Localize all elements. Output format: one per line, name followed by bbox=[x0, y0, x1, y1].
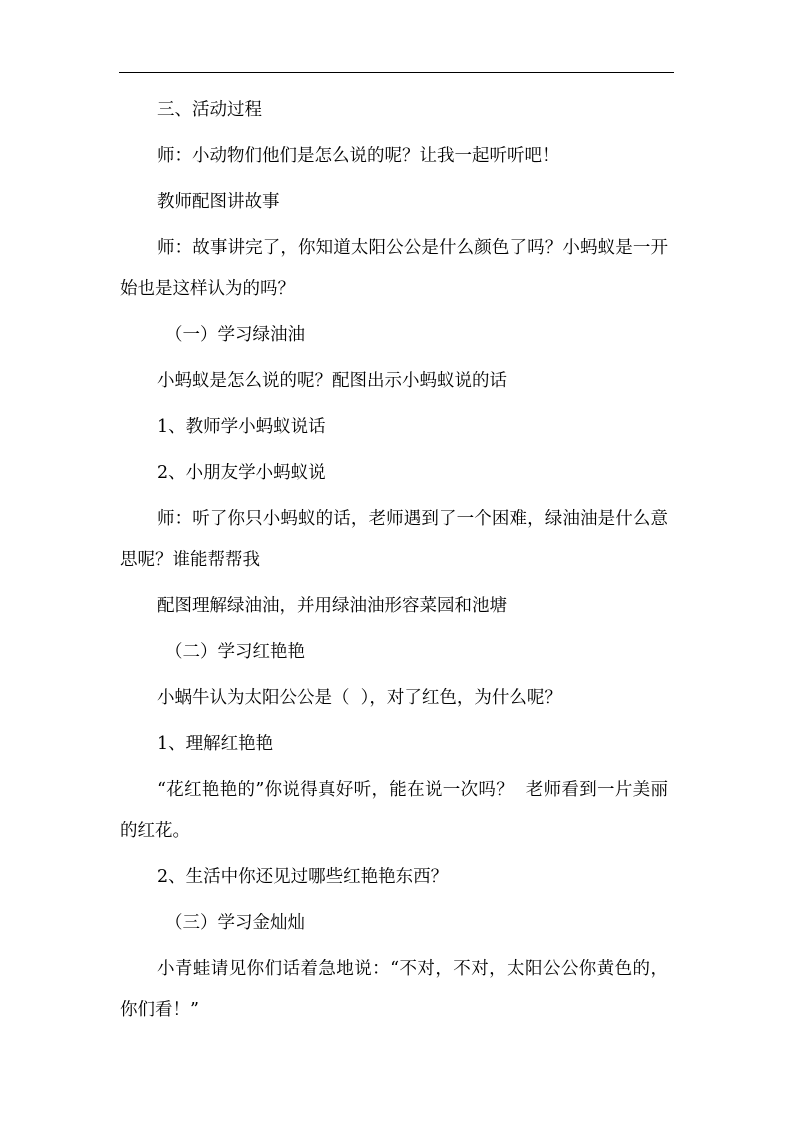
paragraph: 小蜗牛认为太阳公公是（ ），对了红色，为什么呢？ bbox=[157, 688, 562, 708]
list-item: 1、教师学小蚂蚁说话 bbox=[157, 417, 326, 437]
list-item: 1、理解红艳艳 bbox=[157, 734, 274, 754]
paragraph: 师：听了你只小蚂蚁的话，老师遇到了一个困难，绿油油是什么意思呢？谁能帮帮我 bbox=[120, 509, 668, 570]
list-item: 2、小朋友学小蚂蚁说 bbox=[157, 463, 326, 483]
list-item: 2、生活中你还见过哪些红艳艳东西？ bbox=[157, 867, 449, 887]
header-rule bbox=[119, 72, 674, 73]
subsection-heading: （三）学习金灿灿 bbox=[165, 913, 305, 933]
paragraph: 配图理解绿油油，并用绿油油形容菜园和池塘 bbox=[157, 596, 507, 616]
document-body bbox=[120, 90, 668, 1036]
subsection-heading: （一）学习绿油油 bbox=[165, 325, 305, 345]
subsection-heading: （二）学习红艳艳 bbox=[165, 642, 305, 662]
paragraph: 师：故事讲完了，你知道太阳公公是什么颜色了吗？小蚂蚁是一开始也是这样认为的吗？ bbox=[120, 238, 668, 299]
paragraph: 教师配图讲故事 bbox=[157, 192, 280, 212]
paragraph: 小青蛙请见你们话着急地说：“不对，不对，太阳公公你黄色的，你们看！” bbox=[120, 959, 668, 1020]
paragraph: “花红艳艳的”你说得真好听，能在说一次吗？ 老师看到一片美丽的红花。 bbox=[120, 780, 668, 841]
section-heading: 三、活动过程 bbox=[157, 100, 262, 120]
paragraph: 小蚂蚁是怎么说的呢？配图出示小蚂蚁说的话 bbox=[157, 371, 507, 391]
paragraph: 师：小动物们他们是怎么说的呢？让我一起听听吧！ bbox=[157, 146, 560, 166]
